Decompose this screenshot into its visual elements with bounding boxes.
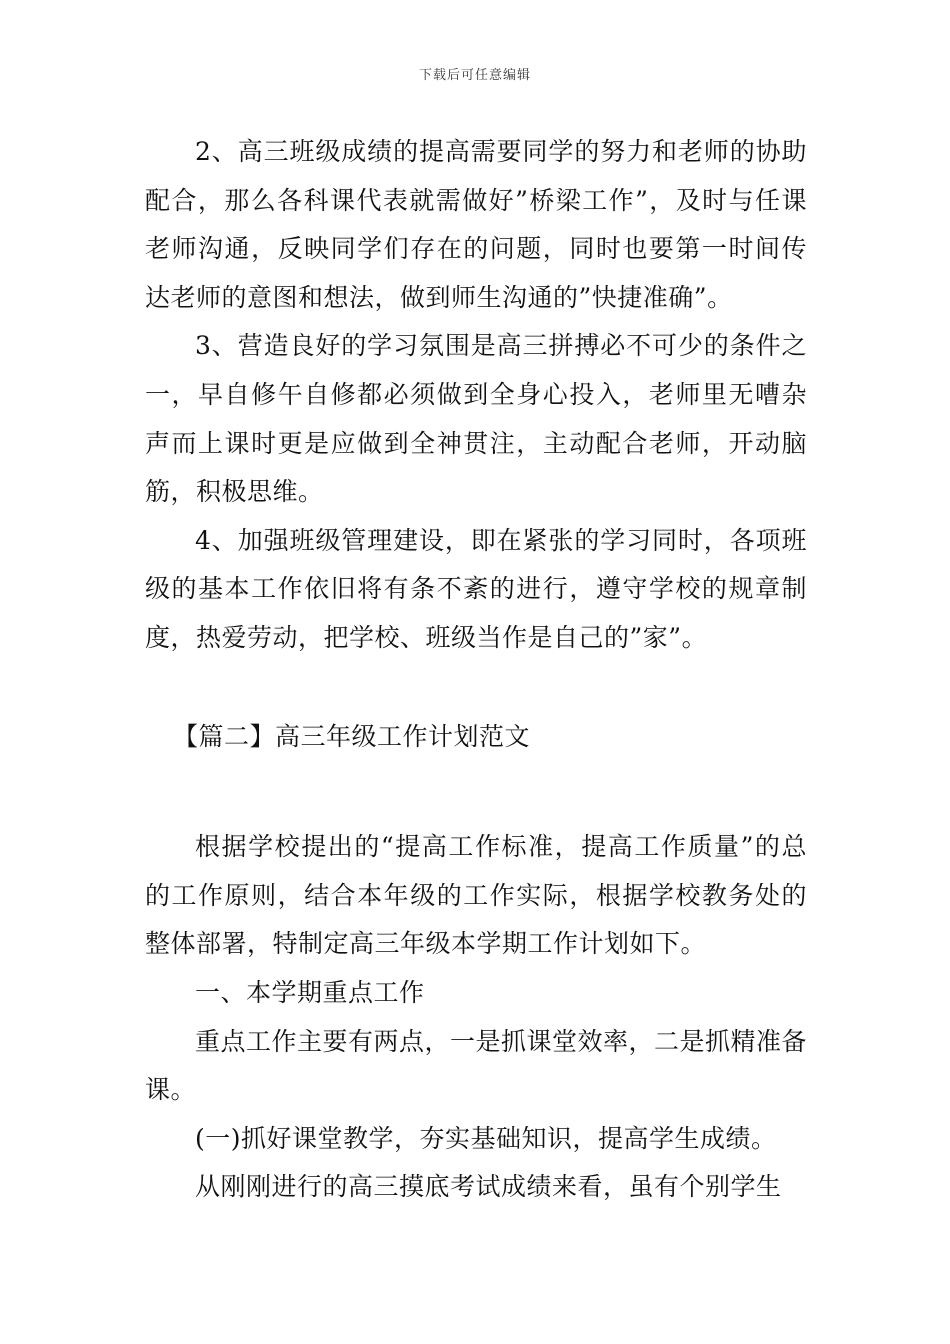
paragraph-item-2: 2、高三班级成绩的提高需要同学的努力和老师的协助配合，那么各科课代表就需做好”桥梁工作”，及时与任课老师沟通，反映同学们存在的问题，同时也要第一时间传达老师的意图和想法，做到师生沟通的”快捷准确”。 bbox=[145, 137, 807, 312]
page-header: 下载后可任意编辑 bbox=[418, 68, 531, 83]
paragraph-item-4: 4、加强班级管理建设，即在紧张的学习同时，各项班级的基本工作依旧将有条不紊的进行，遵守学校的规章制度，热爱劳动，把学校、班级当作是自己的”家”。 bbox=[145, 525, 807, 652]
intro-paragraph: 根据学校提出的“提高工作标准，提高工作质量”的总的工作原则，结合本年级的工作实际，根据学校教务处的整体部署，特制定高三年级本学期工作计划如下。 bbox=[145, 832, 807, 959]
section-title: 【篇二】高三年级工作计划范文 bbox=[173, 721, 531, 751]
subheading-classroom-teaching: (一)抓好课堂教学，夯实基础知识，提高学生成绩。 bbox=[195, 1123, 777, 1153]
spacer bbox=[145, 761, 807, 823]
subheading-key-work: 一、本学期重点工作 bbox=[195, 977, 425, 1007]
paragraph-item-3: 3、营造良好的学习氛围是高三拼搏必不可少的条件之一，早自修午自修都必须做到全身心投入，老师里无嘈杂声而上课时更是应做到全神贯注，主动配合老师，开动脑筋，积极思维。 bbox=[145, 331, 807, 507]
exam-analysis-paragraph: 从刚刚进行的高三摸底考试成绩来看，虽有个别学生 bbox=[195, 1172, 782, 1202]
key-work-paragraph: 重点工作主要有两点，一是抓课堂效率，二是抓精准备课。 bbox=[145, 1026, 808, 1105]
spacer bbox=[145, 663, 807, 713]
document-body bbox=[145, 128, 807, 1212]
